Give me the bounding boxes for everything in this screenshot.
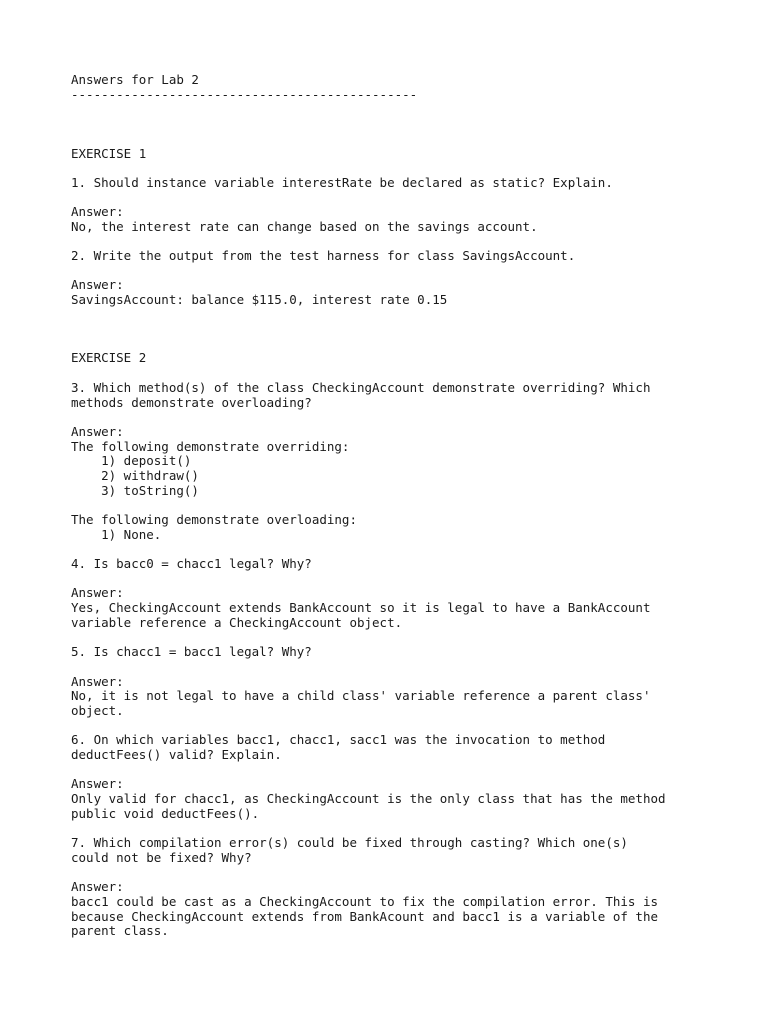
answer-text: No, the interest rate can change based on the savings account. bbox=[71, 219, 538, 234]
question-text: deductFees() valid? Explain. bbox=[71, 747, 282, 762]
answer-label: Answer: bbox=[71, 674, 124, 689]
question-text: 7. Which compilation error(s) could be fixed through casting? Which one(s) bbox=[71, 835, 628, 850]
answer-text: The following demonstrate overriding: bbox=[71, 439, 350, 454]
title-underline: ---------------------------------------------- bbox=[71, 87, 418, 102]
answer-text: No, it is not legal to have a child class' variable reference a parent class' bbox=[71, 688, 651, 703]
answer-text: because CheckingAccount extends from BankAcount and bacc1 is a variable of the bbox=[71, 909, 658, 924]
list-item: 1) None. bbox=[71, 527, 162, 542]
answer-label: Answer: bbox=[71, 277, 124, 292]
section-heading: EXERCISE 1 bbox=[71, 146, 147, 161]
section-heading: EXERCISE 2 bbox=[71, 350, 147, 365]
answer-text: SavingsAccount: balance $115.0, interest rate 0.15 bbox=[71, 292, 448, 307]
question-text: 6. On which variables bacc1, chacc1, sacc1 was the invocation to method bbox=[71, 732, 606, 747]
list-item: 1) deposit() bbox=[71, 453, 192, 468]
answer-text: Yes, CheckingAccount extends BankAccount so it is legal to have a BankAccount bbox=[71, 600, 651, 615]
question-text: 2. Write the output from the test harness for class SavingsAccount. bbox=[71, 248, 576, 263]
answer-text: object. bbox=[71, 703, 124, 718]
list-item: 3) toString() bbox=[71, 483, 199, 498]
answer-text: parent class. bbox=[71, 923, 169, 938]
answer-label: Answer: bbox=[71, 879, 124, 894]
answer-text: bacc1 could be cast as a CheckingAccount to fix the compilation error. This is bbox=[71, 894, 658, 909]
question-text: 1. Should instance variable interestRate be declared as static? Explain. bbox=[71, 175, 613, 190]
question-text: could not be fixed? Why? bbox=[71, 850, 252, 865]
answer-label: Answer: bbox=[71, 424, 124, 439]
question-text: 4. Is bacc0 = chacc1 legal? Why? bbox=[71, 556, 312, 571]
question-text: methods demonstrate overloading? bbox=[71, 395, 312, 410]
document-title: Answers for Lab 2 bbox=[71, 72, 199, 87]
question-text: 3. Which method(s) of the class CheckingAccount demonstrate overriding? Which bbox=[71, 380, 651, 395]
answer-text: public void deductFees(). bbox=[71, 806, 260, 821]
list-item: 2) withdraw() bbox=[71, 468, 199, 483]
answer-text: The following demonstrate overloading: bbox=[71, 512, 357, 527]
answer-text: variable reference a CheckingAccount object. bbox=[71, 615, 403, 630]
question-text: 5. Is chacc1 = bacc1 legal? Why? bbox=[71, 644, 312, 659]
answer-label: Answer: bbox=[71, 585, 124, 600]
answer-label: Answer: bbox=[71, 776, 124, 791]
answer-label: Answer: bbox=[71, 204, 124, 219]
answer-text: Only valid for chacc1, as CheckingAccount is the only class that has the method bbox=[71, 791, 666, 806]
